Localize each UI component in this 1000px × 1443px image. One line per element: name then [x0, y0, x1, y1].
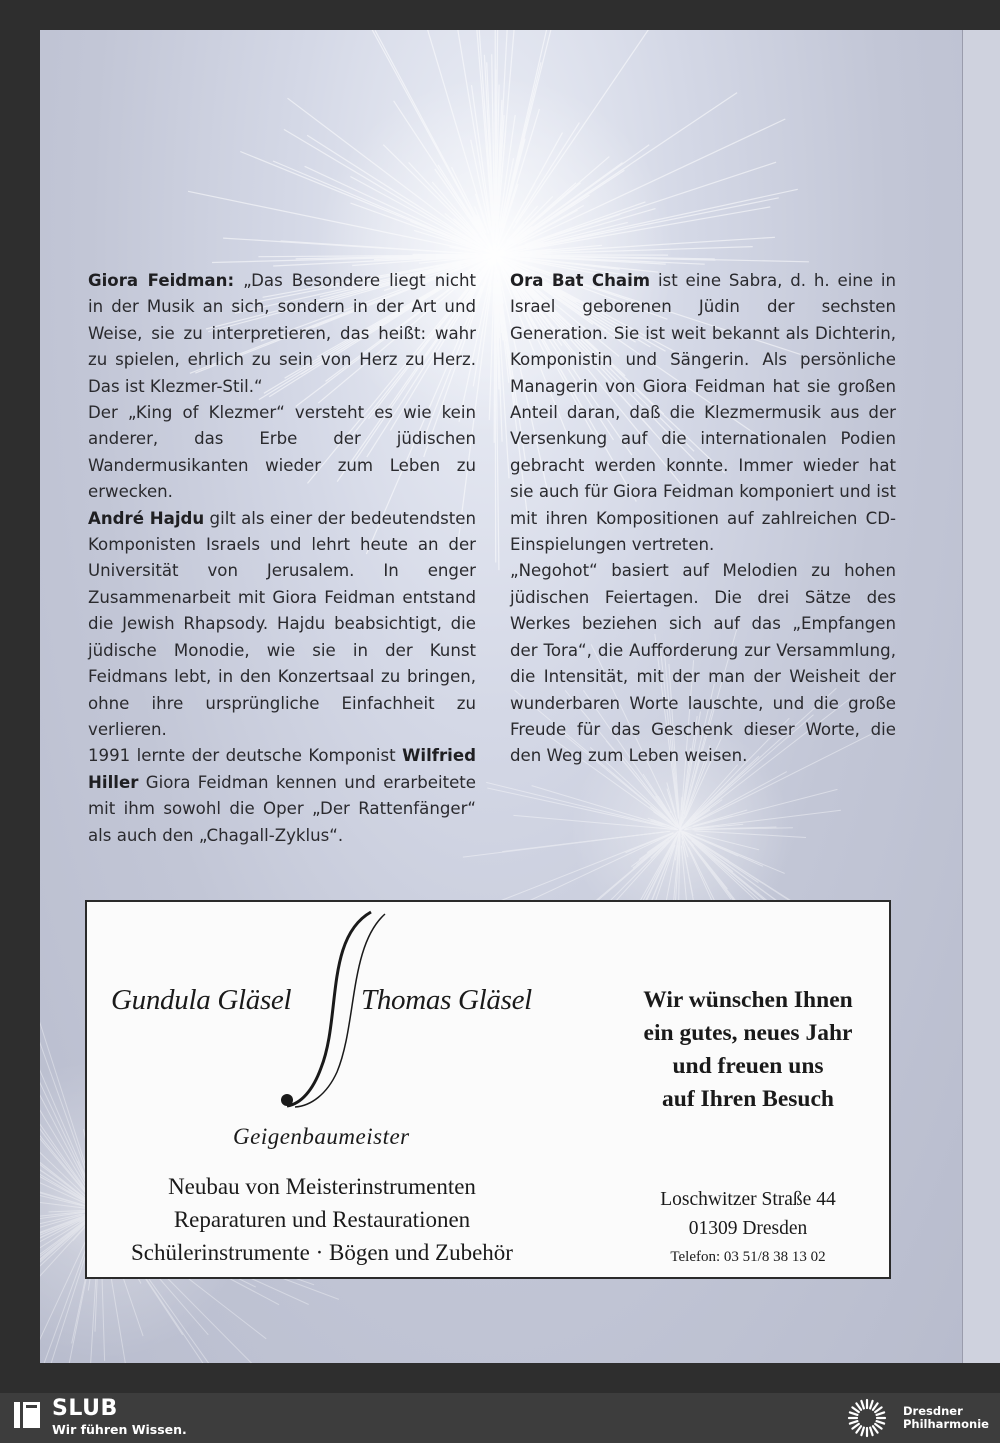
dresdner-philharmonie-name: Dresdner Philharmonie [903, 1404, 989, 1431]
ad-name-thomas: Thomas Gläsel [361, 984, 532, 1016]
name-andre-hajdu: André Hajdu [88, 508, 205, 528]
program-page [40, 30, 962, 1363]
paragraph-feidman-quote: Giora Feidman: „Das Besondere liegt nicht in der Musik an sich, sondern in der Art und Weise, sie zu interpretieren, das heißt: wahr zu spielen, ehrlich zu sein von Herz zu Herz. Das ist Klezmer-Stil.“ [88, 271, 476, 396]
paragraph-wilfried-hiller: 1991 lernte der deutsche Komponist Wilfried Hiller Giora Feidman kennen und erarbeitete mit ihm sowohl die Oper „Der Rattenfänger“ als auch den „Chagall-Zyklus“. [88, 746, 476, 845]
name-wilfried-hiller: Wilfried Hiller [88, 746, 476, 792]
ad-new-year-greeting: Wir wünschen Ihnen ein gutes, neues Jahr und freuen uns auf Ihren Besuch [643, 987, 853, 1112]
paragraph-ora-bat-chaim: Ora Bat Chaim ist eine Sabra, d. h. eine in Israel geborenen Jüdin der sechsten Generation. Sie ist weit bekannt als Dichterin, Komponistin und Sängerin. Als persönliche Managerin von Giora Feidman hat sie großen Anteil daran, daß die Klezmermusik aus der Versenkung auf die internationalen Podien gebracht werden konnte. Immer wieder hat sie auch für Giora Feidman komponiert und ist mit ihren Kompositionen auf zahlreichen CD-Einspielungen vertreten. [510, 271, 896, 555]
paragraph-andre-hajdu: André Hajdu gilt als einer der bedeutendsten Komponisten Israels und lehrt heute an der Universität von Jerusalem. In enger Zusammenarbeit mit Giora Feidman entstand die Jewish Rhapsody. Hajdu beabsichtigt, die jüdische Monodie, wie sie in der Kunst Feidmans lebt, in den Konzertsaal zu bringen, ohne ihre ursprüngliche Einfachheit zu verlieren. [88, 508, 477, 739]
paragraph-negohot: „Negohot“ basiert auf Melodien zu hohen jüdischen Feiertagen. Die drei Sätze des Werkes beziehen sich auf das „Empfangen der Tora“, die Aufforderung zur Versammlung, die Intensität, mit der man der Weisheit der wunderbaren Worte lauschte, und die große Freude für das Geschenk dieser Worte, die den Weg zum Leben weisen. [510, 561, 896, 766]
name-giora-feidman: Giora Feidman: [88, 271, 235, 290]
advertisement-glaesel [85, 900, 891, 1279]
ad-city: 01309 Dresden [688, 1218, 808, 1239]
left-text-column [88, 268, 476, 849]
next-page-edge [962, 30, 1000, 1363]
ad-profession: Geigenbaumeister [233, 1124, 410, 1149]
slub-logo-text[interactable]: SLUB [52, 1396, 118, 1421]
paragraph-king-of-klezmer: Der „King of Klezmer“ versteht es wie kein anderer, das Erbe der jüdischen Wandermusikanten wieder zum Leben zu erwecken. [88, 403, 476, 502]
slub-tagline: Wir führen Wissen. [52, 1422, 187, 1437]
ad-address [613, 1185, 883, 1272]
ad-name-gundula: Gundula Gläsel [111, 984, 292, 1016]
ad-street: Loschwitzer Straße 44 [660, 1189, 836, 1210]
ad-services: Neubau von Meisterinstrumenten Reparaturen und Restaurationen Schülerinstrumente · Bögen und Zubehör [131, 1174, 513, 1265]
name-ora-bat-chaim: Ora Bat Chaim [510, 271, 651, 290]
dresdner-philharmonie-logo-icon[interactable] [842, 1398, 892, 1438]
slub-book-icon [14, 1400, 42, 1430]
ad-phone: Telefon: 03 51/8 38 13 02 [670, 1249, 826, 1265]
right-text-column [510, 268, 896, 770]
